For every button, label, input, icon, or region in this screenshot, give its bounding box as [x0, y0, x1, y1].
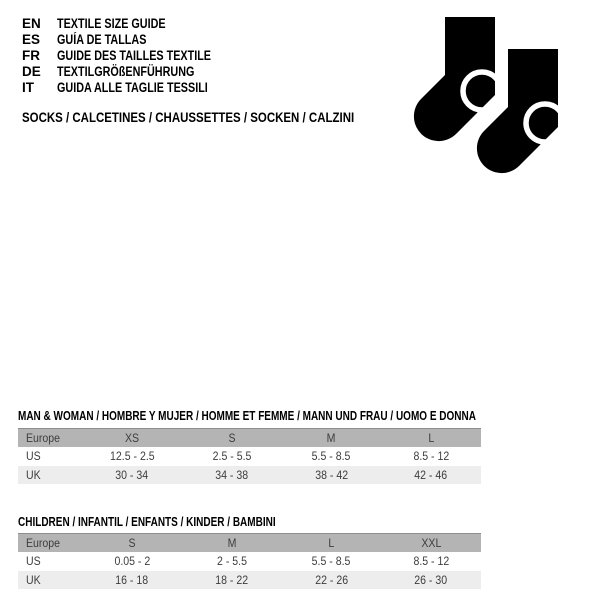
- size-cell: 12.5 - 2.5: [109, 449, 155, 464]
- table-title-children: CHILDREN / INFANTIL / ENFANTS / KINDER / BAMBINI: [18, 515, 276, 529]
- size-table-man-woman: [18, 428, 481, 484]
- language-label: TEXTILE SIZE GUIDE: [57, 15, 166, 31]
- size-cell: 2 - 5.5: [216, 554, 247, 569]
- size-cell: 42 - 46: [414, 467, 448, 482]
- size-cell: 8.5 - 12: [413, 554, 450, 569]
- table-row-us: [18, 552, 481, 571]
- row-label: US: [26, 449, 41, 464]
- column-header: M: [326, 431, 336, 445]
- socks-icon: [400, 8, 570, 183]
- size-cell: 38 - 42: [314, 467, 348, 482]
- row-label: UK: [26, 467, 41, 482]
- language-label: GUIDA ALLE TAGLIE TESSILI: [57, 79, 208, 95]
- table-row-us: [18, 447, 481, 466]
- language-row: [22, 79, 250, 95]
- size-cell: 2.5 - 5.5: [212, 449, 251, 464]
- column-header: XS: [124, 431, 139, 445]
- size-cell: 5.5 - 8.5: [312, 449, 351, 464]
- language-code: IT: [22, 79, 34, 95]
- row-label: US: [26, 554, 41, 569]
- category-title: SOCKS / CALCETINES / CHAUSSETTES / SOCKEN / CALZINI: [22, 110, 355, 125]
- language-code: EN: [22, 15, 41, 31]
- column-header: S: [128, 536, 136, 550]
- size-cell: 30 - 34: [115, 467, 149, 482]
- language-label: GUÍA DE TALLAS: [57, 31, 147, 47]
- table-header-row: [18, 428, 481, 447]
- size-cell: 8.5 - 12: [413, 449, 450, 464]
- size-cell: 16 - 18: [115, 572, 149, 587]
- column-header: L: [328, 536, 335, 550]
- column-header: Europe: [26, 536, 61, 550]
- size-cell: 5.5 - 8.5: [312, 554, 351, 569]
- language-row: [22, 15, 250, 31]
- column-header: Europe: [26, 431, 61, 445]
- size-cell: 26 - 30: [414, 572, 448, 587]
- language-label: GUIDE DES TAILLES TEXTILE: [57, 47, 212, 63]
- table-row-uk: [18, 571, 481, 590]
- language-row: [22, 47, 250, 63]
- size-cell: 34 - 38: [215, 467, 249, 482]
- table-title-man-woman: MAN & WOMAN / HOMBRE Y MUJER / HOMME ET FEMME / MANN UND FRAU / UOMO E DONNA: [18, 409, 476, 423]
- size-cell: 22 - 26: [314, 572, 348, 587]
- language-code: DE: [22, 63, 41, 79]
- language-code: ES: [22, 31, 41, 47]
- language-list: [22, 15, 250, 95]
- table-header-row: [18, 533, 481, 552]
- column-header: XXL: [421, 536, 442, 550]
- size-table-children: [18, 533, 481, 589]
- column-header: L: [428, 431, 435, 445]
- size-cell: 0.05 - 2: [113, 554, 150, 569]
- language-row: [22, 63, 250, 79]
- language-code: FR: [22, 47, 40, 63]
- column-header: M: [227, 536, 237, 550]
- size-cell: 18 - 22: [215, 572, 249, 587]
- column-header: S: [228, 431, 236, 445]
- row-label: UK: [26, 572, 41, 587]
- table-row-uk: [18, 466, 481, 485]
- language-row: [22, 31, 250, 47]
- language-label: TEXTILGRÖßENFÜHRUNG: [57, 63, 195, 79]
